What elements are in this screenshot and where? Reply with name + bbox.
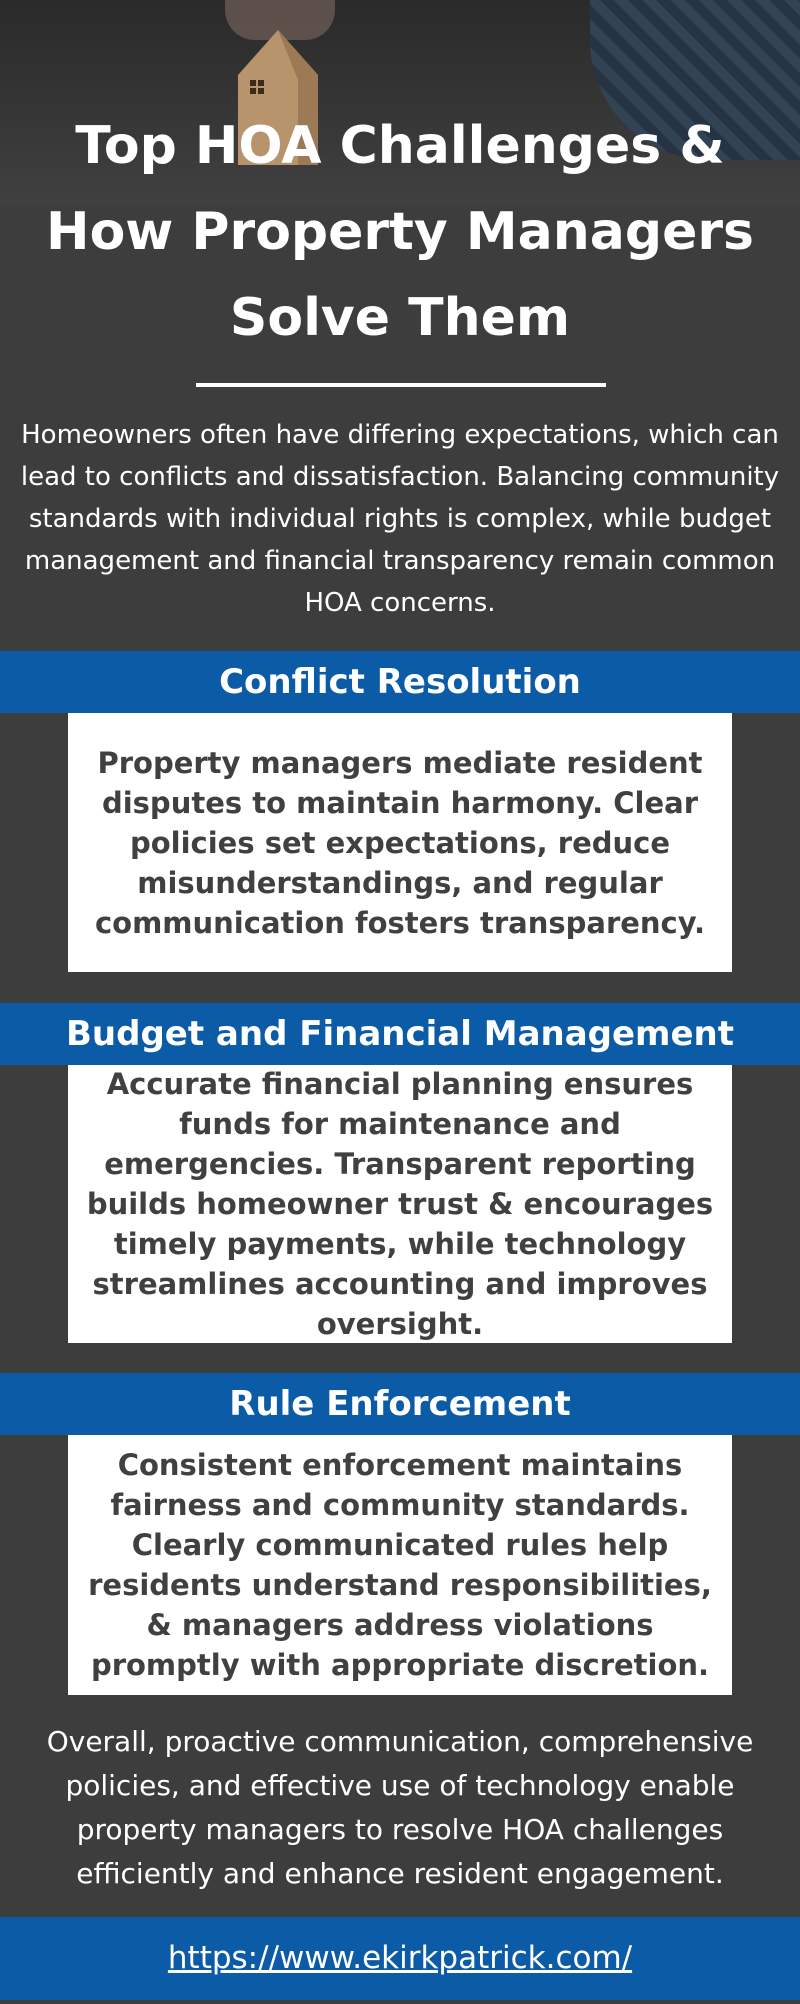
title-line-3: Solve Them [229, 288, 571, 348]
section-card-rule-enforcement [68, 1435, 732, 1695]
title-line-2: How Property Managers [46, 202, 754, 262]
intro-paragraph: Homeowners often have differing expectations, which can lead to conflicts and dissatisfaction. Balancing community standards with individual rights is complex, while budget management and financial transparency remain common HOA concerns. [20, 420, 780, 618]
section-card-budget-financial [68, 1065, 732, 1343]
website-link[interactable]: https://www.ekirkpatrick.com/ [167, 1940, 633, 1976]
footer-bar [0, 1917, 800, 2000]
page-title [0, 103, 800, 361]
closing-paragraph: Overall, proactive communication, comprehensive policies, and effective use of technology enable property managers to resolve HOA challenges efficiently and enhance resident engagement. [46, 1725, 754, 1890]
title-line-1: Top HOA Challenges & [75, 116, 725, 176]
section-heading-budget-financial: Budget and Financial Management [0, 1003, 800, 1065]
section-heading-rule-enforcement: Rule Enforcement [0, 1373, 800, 1435]
section-body-rule-enforcement: Consistent enforcement maintains fairness and community standards. Clearly communicated rules help residents understand responsibilities, & managers address violations promptly with appropriate discretion. [88, 1448, 712, 1682]
title-divider [196, 383, 606, 387]
section-body-budget-financial: Accurate financial planning ensures funds for maintenance and emergencies. Transparent reporting builds homeowner trust & encourages timely payments, while technology streamlines accounting and improves oversight. [86, 1067, 714, 1341]
section-heading-conflict-resolution: Conflict Resolution [0, 651, 800, 713]
section-card-conflict-resolution [68, 713, 732, 972]
section-body-conflict-resolution: Property managers mediate resident disputes to maintain harmony. Clear policies set expectations, reduce misunderstandings, and regular communication fosters transparency. [94, 745, 706, 940]
